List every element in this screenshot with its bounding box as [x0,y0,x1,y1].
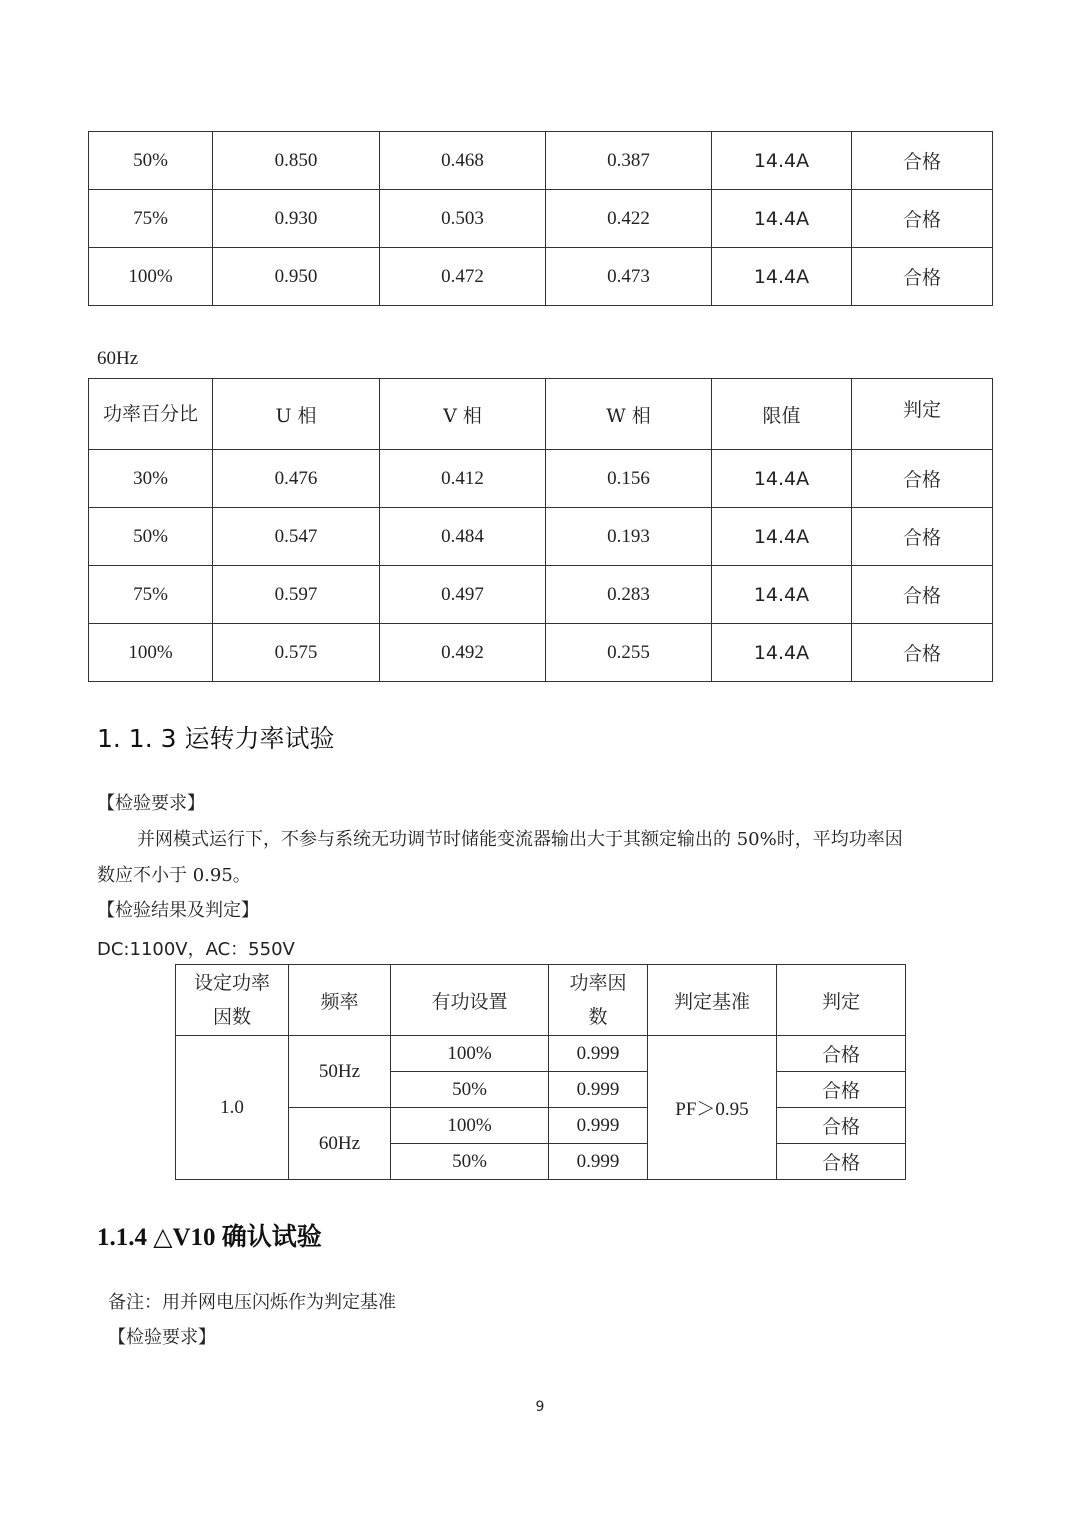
table-current-50hz-continued [88,131,993,306]
table-header-row [176,965,906,1036]
result-cell: 合格 [852,624,993,682]
power-factor-cell: 0.999 [549,1144,648,1180]
table-row [89,132,993,190]
table-row [89,508,993,566]
v-phase-cell: 0.503 [380,190,546,248]
result-cell: 合格 [777,1144,906,1180]
frequency-50hz-cell: 50Hz [289,1036,391,1108]
power-percent-cell: 100% [89,624,213,682]
result-cell: 合格 [777,1036,906,1072]
limit-cell: 14.4A [712,132,852,190]
table-row [89,566,993,624]
result-label: 【检验结果及判定】 [97,900,259,921]
result-cell: 合格 [852,450,993,508]
header-v-phase: V 相 [380,379,546,450]
result-cell: 合格 [852,248,993,306]
criterion-cell: PF＞0.95 [648,1036,777,1180]
result-cell: 合格 [777,1072,906,1108]
table-row [176,1036,906,1072]
limit-cell: 14.4A [712,624,852,682]
v-phase-cell: 0.492 [380,624,546,682]
active-setting-cell: 50% [391,1144,549,1180]
u-phase-cell: 0.547 [213,508,380,566]
requirement-label-2: 【检验要求】 [108,1327,216,1348]
header-u-phase: U 相 [213,379,380,450]
u-phase-cell: 0.850 [213,132,380,190]
u-phase-cell: 0.575 [213,624,380,682]
table-header-row [89,379,993,450]
table-row [89,248,993,306]
result-cell: 合格 [777,1108,906,1144]
header-limit: 限值 [712,379,852,450]
result-cell: 合格 [852,508,993,566]
limit-cell: 14.4A [712,248,852,306]
header-power-percent: 功率百分比 [89,379,213,450]
table-row [89,624,993,682]
v-phase-cell: 0.497 [380,566,546,624]
requirement-label: 【检验要求】 [97,793,205,814]
power-percent-cell: 75% [89,566,213,624]
power-factor-cell: 0.999 [549,1036,648,1072]
active-setting-cell: 50% [391,1072,549,1108]
header-result: 判定 [852,379,993,450]
w-phase-cell: 0.422 [546,190,712,248]
limit-cell: 14.4A [712,450,852,508]
header-set-pf: 设定功率因数 [176,965,289,1036]
power-factor-cell: 0.999 [549,1108,648,1144]
power-percent-cell: 30% [89,450,213,508]
active-setting-cell: 100% [391,1108,549,1144]
limit-cell: 14.4A [712,508,852,566]
note-text: 备注：用并网电压闪烁作为判定基准 [108,1292,396,1313]
w-phase-cell: 0.387 [546,132,712,190]
u-phase-cell: 0.476 [213,450,380,508]
w-phase-cell: 0.255 [546,624,712,682]
v-phase-cell: 0.484 [380,508,546,566]
header-criterion: 判定基准 [648,965,777,1036]
header-active-setting: 有功设置 [391,965,549,1036]
power-percent-cell: 75% [89,190,213,248]
power-factor-cell: 0.999 [549,1072,648,1108]
table-power-factor [175,964,906,1180]
section-heading-1-1-3: 1. 1. 3 运转力率试验 [97,724,335,753]
pf-setting-cell: 1.0 [176,1036,289,1180]
table-row [89,450,993,508]
section-heading-1-1-4: 1.1.4 △V10 确认试验 [97,1224,322,1251]
u-phase-cell: 0.930 [213,190,380,248]
result-cell: 合格 [852,190,993,248]
header-frequency: 频率 [289,965,391,1036]
limit-cell: 14.4A [712,190,852,248]
w-phase-cell: 0.473 [546,248,712,306]
table-current-60hz [88,378,993,682]
w-phase-cell: 0.156 [546,450,712,508]
table-row [89,190,993,248]
frequency-60hz-label: 60Hz [97,348,139,369]
requirement-text-line-1: 并网模式运行下，不参与系统无功调节时储能变流器输出大于其额定输出的 50%时，平均功率因 [137,829,903,850]
header-power-factor: 功率因数 [549,965,648,1036]
u-phase-cell: 0.950 [213,248,380,306]
power-percent-cell: 50% [89,508,213,566]
v-phase-cell: 0.472 [380,248,546,306]
result-cell: 合格 [852,566,993,624]
header-result: 判定 [777,965,906,1036]
result-cell: 合格 [852,132,993,190]
requirement-text-line-2: 数应不小于 0.95。 [97,865,251,886]
active-setting-cell: 100% [391,1036,549,1072]
power-percent-cell: 100% [89,248,213,306]
frequency-60hz-cell: 60Hz [289,1108,391,1180]
header-w-phase: W 相 [546,379,712,450]
v-phase-cell: 0.468 [380,132,546,190]
limit-cell: 14.4A [712,566,852,624]
u-phase-cell: 0.597 [213,566,380,624]
page-number: 9 [535,1399,545,1415]
w-phase-cell: 0.193 [546,508,712,566]
w-phase-cell: 0.283 [546,566,712,624]
test-conditions: DC:1100V，AC：550V [97,939,295,960]
v-phase-cell: 0.412 [380,450,546,508]
power-percent-cell: 50% [89,132,213,190]
